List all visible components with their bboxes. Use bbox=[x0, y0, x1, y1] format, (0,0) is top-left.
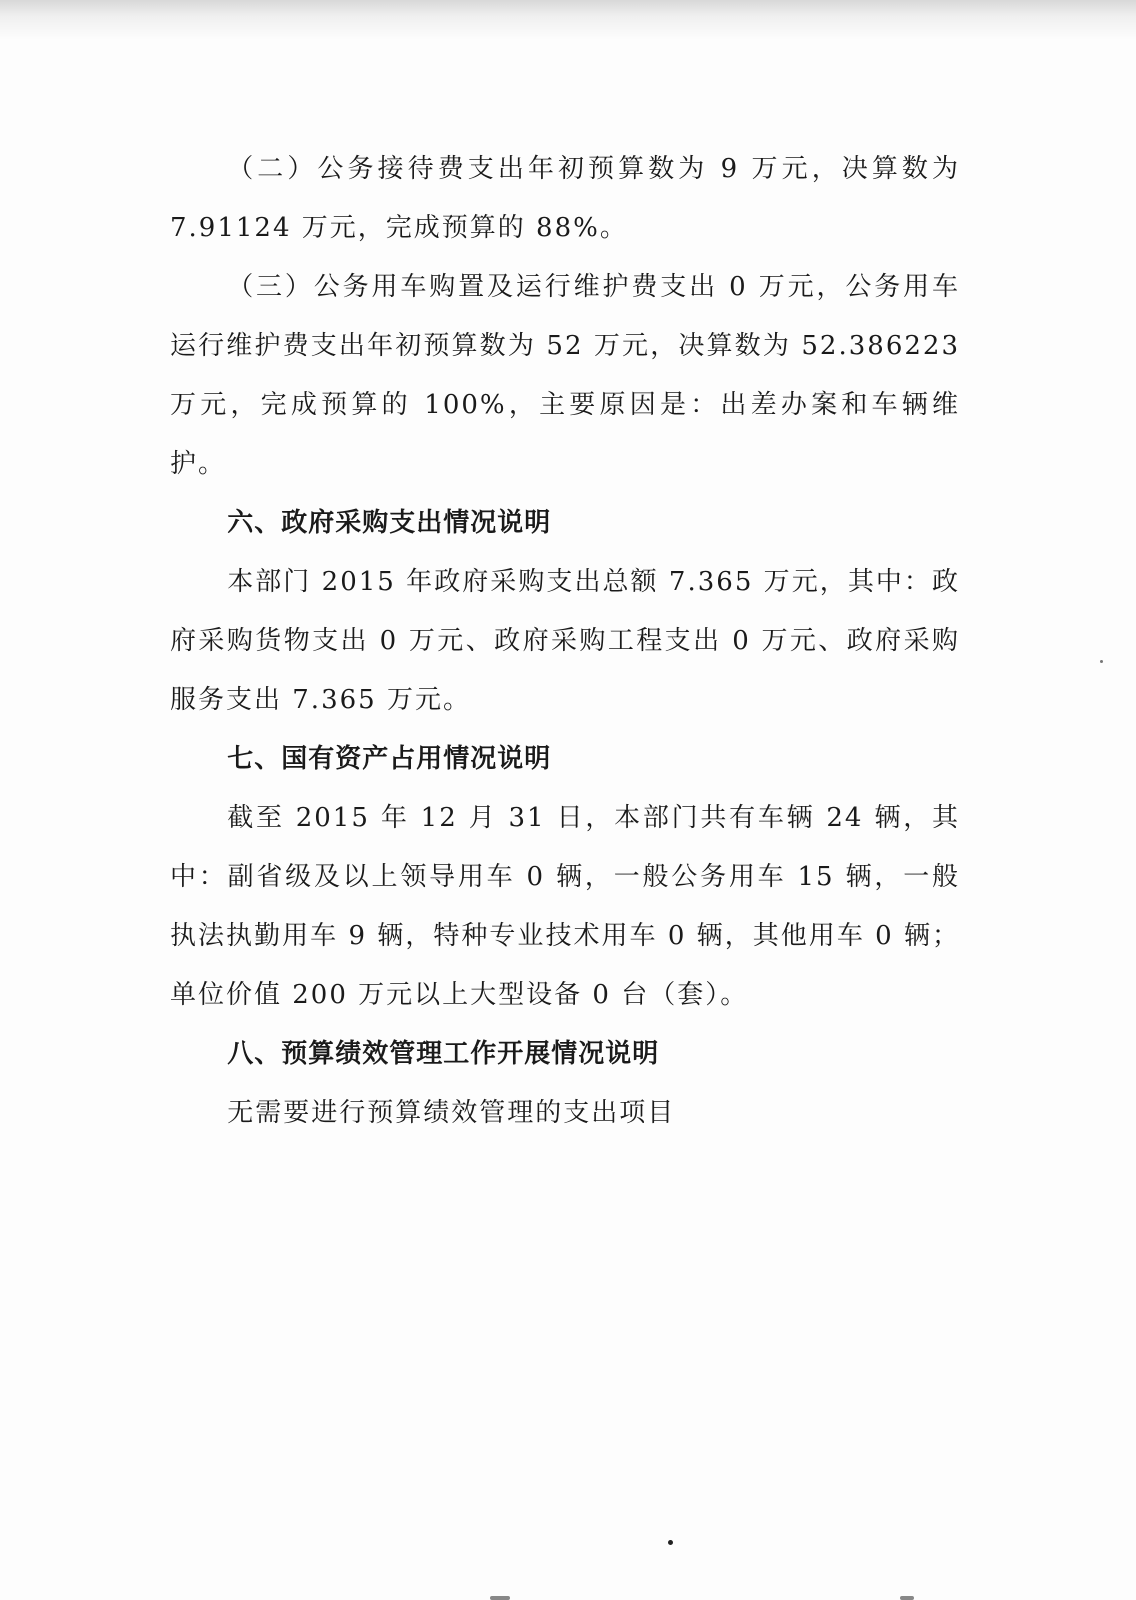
paragraph-reception-expense: （二）公务接待费支出年初预算数为 9 万元，决算数为 7.91124 万元，完成预算的 88%。 bbox=[170, 154, 960, 243]
document-body bbox=[170, 140, 960, 1143]
heading-government-procurement: 六、政府采购支出情况说明 bbox=[227, 508, 552, 538]
scan-speck bbox=[668, 1540, 673, 1545]
paragraph-performance-management: 无需要进行预算绩效管理的支出项目 bbox=[227, 1098, 676, 1128]
paragraph-state-assets: 截至 2015 年 12 月 31 日，本部门共有车辆 24 辆，其中：副省级及以上领导用车 0 辆，一般公务用车 15 辆，一般执法执勤用车 9 辆，特种专业技术用车 0 辆，其他用车 0 辆；单位价值 200 万元以上大型设备 0 台（套）。 bbox=[170, 803, 960, 1010]
scan-edge-mark bbox=[900, 1596, 914, 1600]
scan-shadow bbox=[0, 0, 1136, 40]
paragraph-government-procurement: 本部门 2015 年政府采购支出总额 7.365 万元，其中：政府采购货物支出 0 万元、政府采购工程支出 0 万元、政府采购服务支出 7.365 万元。 bbox=[170, 567, 960, 715]
heading-state-assets: 七、国有资产占用情况说明 bbox=[227, 744, 552, 774]
scan-speck bbox=[1100, 660, 1103, 663]
paragraph-vehicle-expense: （三）公务用车购置及运行维护费支出 0 万元，公务用车运行维护费支出年初预算数为 52 万元，决算数为 52.386223 万元，完成预算的 100%，主要原因是：出差办案和车辆维护。 bbox=[170, 272, 960, 479]
scan-edge-mark bbox=[490, 1596, 510, 1600]
heading-performance-management: 八、预算绩效管理工作开展情况说明 bbox=[227, 1039, 660, 1069]
